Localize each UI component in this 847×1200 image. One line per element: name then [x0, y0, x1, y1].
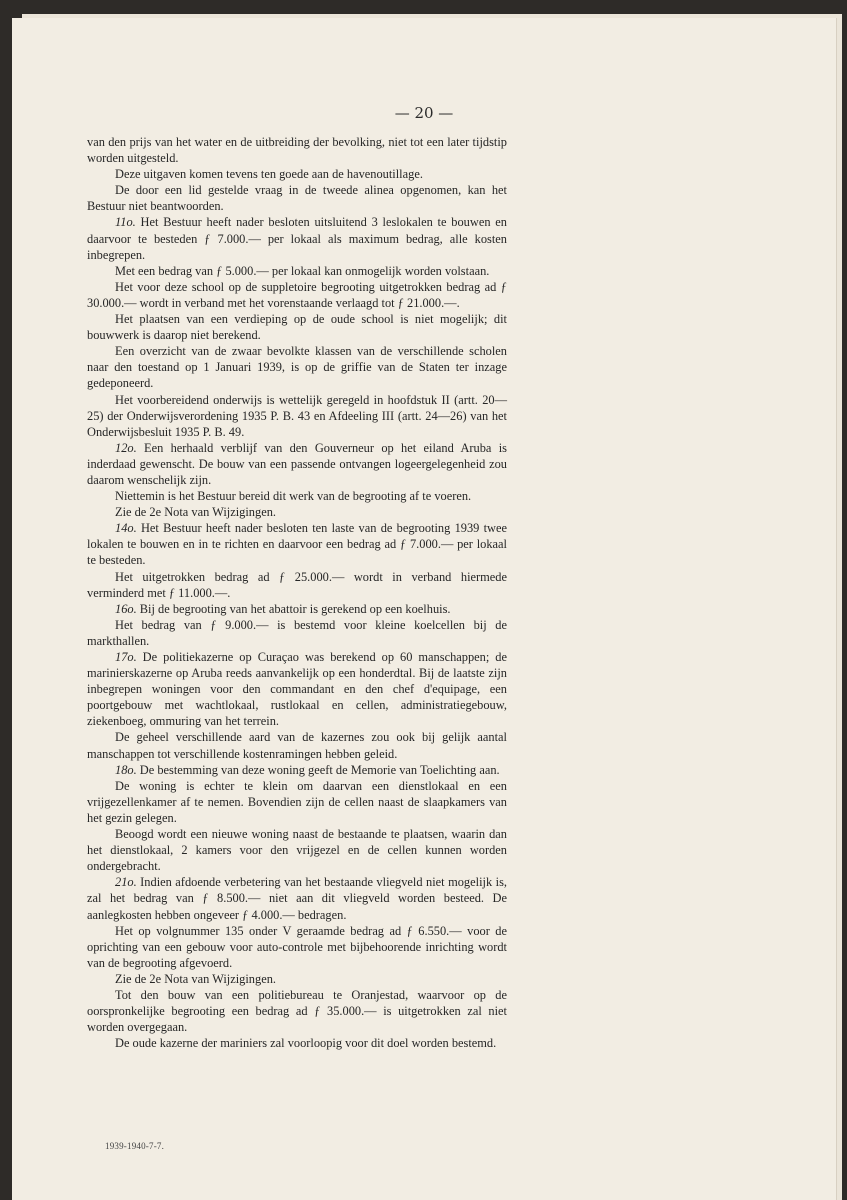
paragraph-text: De woning is echter te klein om daarvan een dienstlokaal en een vrijgezellenkamer af te nemen. Bovendien zijn de cellen naast de slaapkamers van het gezin gelegen. [87, 778, 507, 825]
item-number: 16o. [115, 601, 137, 616]
item-number: 14o. [115, 521, 137, 536]
paragraph-text: Zie de 2e Nota van Wijzigingen. [115, 971, 276, 986]
paragraph [87, 134, 507, 166]
paragraph [87, 1035, 507, 1051]
document-page [12, 18, 836, 1200]
paragraph [87, 826, 507, 874]
paragraph-text: Het plaatsen van een verdieping op de oude school is niet mogelijk; dit bouwwerk is daarop niet berekend. [87, 312, 507, 343]
paragraph [87, 440, 507, 488]
paragraph [87, 263, 507, 279]
paragraph-text: De bestemming van deze woning geeft de Memorie van Toelichting aan. [136, 762, 500, 777]
paragraph [87, 343, 507, 391]
page-number: — 20 — [394, 104, 454, 122]
paragraph-text: De geheel verschillende aard van de kazernes zou ook bij gelijk aantal manschappen tot verschillende kostenramingen hebben geleid. [87, 730, 507, 761]
paragraph-text: Een overzicht van de zwaar bevolkte klassen van de verschillende scholen naar den toestand op 1 Januari 1939, is op de griffie van de Staten ter inzage gedeponeerd. [87, 344, 507, 391]
paragraph-text: De politiekazerne op Curaçao was berekend op 60 manschappen; de marinierskazerne op Aruba reeds aanvankelijk op een honderdtal. Bij de laatste zijn inbegrepen woningen voor den commandant en den chef d'equipage, een poortgebouw met wachtlokaal, rustlokaal en cellen, administratiegebouw, ziekenboeg, ommuring van het terrein. [87, 650, 507, 729]
paragraph-text: Niettemin is het Bestuur bereid dit werk van de begrooting af te voeren. [115, 489, 472, 504]
item-number: 21o. [115, 875, 137, 890]
paragraph [87, 520, 507, 568]
paragraph [87, 649, 507, 729]
paragraph-text: Tot den bouw van een politiebureau te Oranjestad, waarvoor op de oorspronkelijke begrooting een bedrag ad ƒ 35.000.— is uitgetrokken zal niet worden overgegaan. [87, 987, 507, 1035]
item-number: 18o. [115, 762, 137, 777]
paragraph-text: Indien afdoende verbetering van het bestaande vliegveld niet mogelijk is, zal het bedrag van ƒ 8.500.— niet aan dit vliegveld worden besteed. De aanlegkosten hebben ongeveer ƒ 4.000.— bedragen. [87, 875, 507, 922]
paragraph-text: van den prijs van het water en de uitbreiding der bevolking, niet tot een later tijdstip worden uitgesteld. [87, 135, 507, 166]
paragraph-text: Het bedrag van ƒ 9.000.— is bestemd voor kleine koelcellen bij de markthallen. [87, 617, 507, 648]
paragraph-text: Het Bestuur heeft nader besloten ten laste van de begrooting 1939 twee lokalen te bouwen en in te richten en daarvoor een bedrag ad ƒ 7.000.— per lokaal te besteden. [87, 521, 507, 568]
paragraph-text: De oude kazerne der mariniers zal voorloopig voor dit doel worden bestemd. [115, 1036, 497, 1051]
item-number: 12o. [115, 440, 137, 455]
paragraph-text: Het op volgnummer 135 onder V geraamde bedrag ad ƒ 6.550.— voor de oprichting van een gebouw voor auto-controle met bijbehoorende inrichting wordt van de begrooting afgevoerd. [87, 923, 507, 970]
paragraph [87, 987, 507, 1035]
paragraph [87, 874, 507, 922]
print-code-footer: 1939-1940-7-7. [105, 1141, 165, 1151]
paragraph-text: Beoogd wordt een nieuwe woning naast de bestaande te plaatsen, waarin dan het dienstlokaal, 2 kamers voor den vrijgezel en de cellen kunnen worden ondergebracht. [87, 827, 507, 874]
paragraph [87, 569, 507, 601]
paragraph [87, 762, 507, 778]
paragraph-text: Zie de 2e Nota van Wijzigingen. [115, 505, 276, 520]
paragraph [87, 971, 507, 987]
paragraph [87, 182, 507, 214]
paragraph-text: Het voor deze school op de suppletoire begrooting uitgetrokken bedrag ad ƒ 30.000.— wordt in verband met het vorenstaande verlaagd tot ƒ 21.000.—. [87, 279, 507, 310]
paragraph-text: Met een bedrag van ƒ 5.000.— per lokaal kan onmogelijk worden volstaan. [115, 263, 490, 278]
paragraph-text: Het voorbereidend onderwijs is wettelijk geregeld in hoofdstuk II (artt. 20—25) der Onderwijsverordening 1935 P. B. 43 en Afdeeling III (artt. 24—26) van het Onderwijsbesluit 1935 P. B. 49. [87, 392, 507, 439]
paragraph [87, 923, 507, 971]
paragraph-text: Bij de begrooting van het abattoir is gerekend op een koelhuis. [136, 601, 451, 616]
paragraph [87, 601, 507, 617]
document-body [87, 134, 507, 1051]
paragraph-text: Deze uitgaven komen tevens ten goede aan de havenoutillage. [115, 167, 423, 182]
paragraph [87, 214, 507, 262]
item-number: 11o. [115, 215, 136, 230]
paragraph [87, 166, 507, 182]
paragraph [87, 617, 507, 649]
paragraph [87, 488, 507, 504]
paragraph [87, 311, 507, 343]
paragraph [87, 504, 507, 520]
paragraph [87, 392, 507, 440]
item-number: 17o. [115, 650, 137, 664]
paragraph [87, 778, 507, 826]
paragraph-text: Het uitgetrokken bedrag ad ƒ 25.000.— wordt in verband hiermede verminderd met ƒ 11.000.—. [87, 569, 507, 600]
paragraph [87, 279, 507, 311]
paragraph-text: Het Bestuur heeft nader besloten uitsluitend 3 leslokalen te bouwen en daarvoor te besteden ƒ 7.000.— per lokaal als maximum bedrag, alle kosten inbegrepen. [87, 215, 507, 262]
paragraph-text: Een herhaald verblijf van den Gouverneur op het eiland Aruba is inderdaad gewenscht. De bouw van een passende ontvangen logeergelegenheid zou daarom wenschelijk zijn. [87, 440, 507, 487]
paragraph [87, 729, 507, 761]
paragraph-text: De door een lid gestelde vraag in de tweede alinea opgenomen, kan het Bestuur niet beantwoorden. [87, 183, 507, 214]
